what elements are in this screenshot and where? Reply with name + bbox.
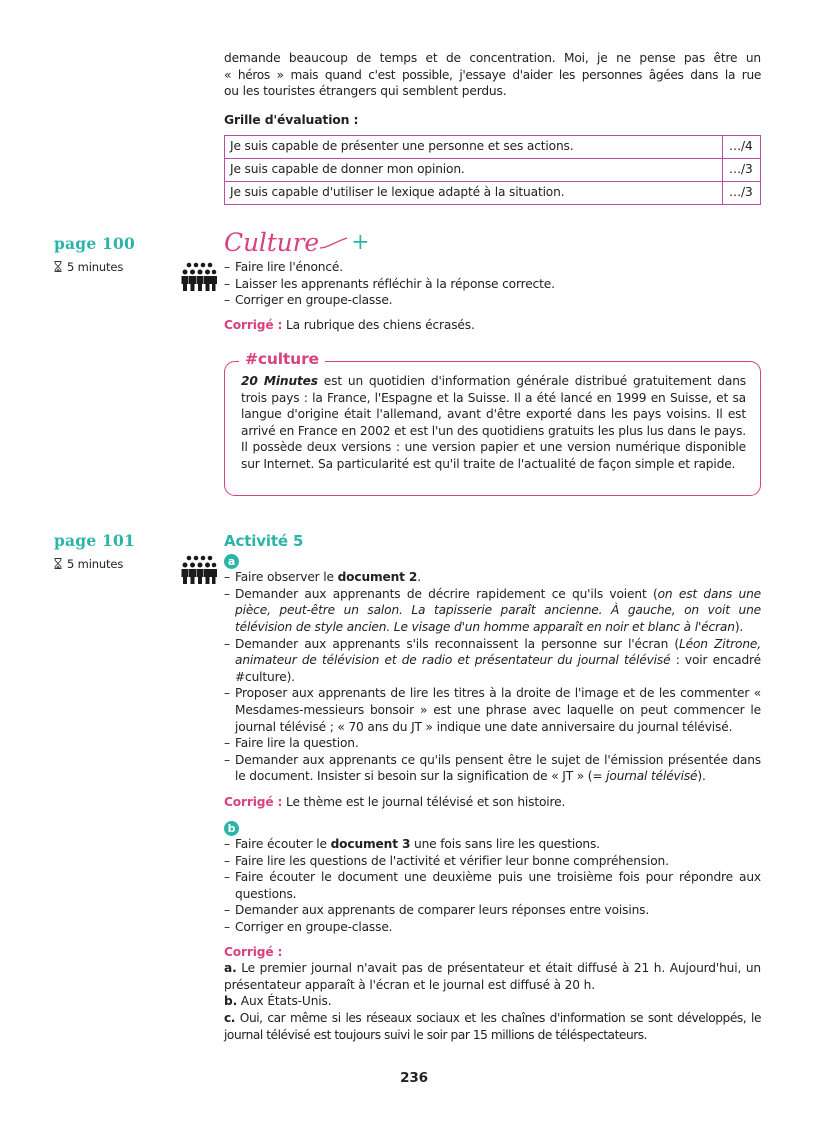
table-row <box>225 158 761 181</box>
table-row <box>225 181 761 204</box>
grid-criterion: Je suis capable de présenter une personne et ses actions. <box>225 135 723 158</box>
grid-table <box>224 135 761 205</box>
culture-corrige <box>224 317 761 334</box>
grid-criterion: Je suis capable d'utiliser le lexique adapté à la situation. <box>225 181 723 204</box>
page-label: page 101 <box>54 531 135 550</box>
list-item: – Faire écouter le document une deuxième puis une troisième fois pour répondre aux questions. <box>224 869 761 902</box>
answers <box>224 960 761 1043</box>
grid-score: …/3 <box>723 158 761 181</box>
evaluation-grid <box>224 112 761 205</box>
grid-criterion: Je suis capable de donner mon opinion. <box>225 158 723 181</box>
badge-a: a <box>224 554 239 569</box>
activity-a-instructions <box>224 569 761 785</box>
sidebar-page-101 <box>54 533 135 572</box>
list-item: – Faire lire la question. <box>224 735 761 752</box>
activity-b-instructions <box>224 836 761 936</box>
corrige-label: Corrigé : <box>224 944 283 959</box>
activity-section <box>224 533 761 1043</box>
list-item: – Demander aux apprenants s'ils reconnaissent la personne sur l'écran (Léon Zitrone, animateur de télévision et de radio et présentateur du journal télévisé : voir encadré #culture). <box>224 636 761 686</box>
list-item: – Faire lire les questions de l'activité et vérifier leur bonne compréhension. <box>224 853 761 870</box>
list-item: – Demander aux apprenants ce qu'ils pensent être le sujet de l'émission présentée dans le document. Insister si besoin sur la signification de « JT » (= journal télévisé). <box>224 752 761 785</box>
answer-b: b. Aux États-Unis. <box>224 994 332 1009</box>
table-row <box>225 135 761 158</box>
duration-text: 5 minutes <box>67 556 124 571</box>
list-item: – Demander aux apprenants de décrire rapidement ce qu'ils voient (on est dans une pièce, peut-être un salon. La tapisserie paraît ancienne. À gauche, on voit une télévision de style ancien. Le visage d'un homme apparaît en noir et blanc à l'écran). <box>224 586 761 636</box>
culture-box-text <box>241 373 746 473</box>
intro-line-2: « héros » mais quand c'est possible, j'essaye d'aider les personnes âgées dans la rue <box>224 67 761 82</box>
grid-score: …/3 <box>723 181 761 204</box>
group-work-icon <box>180 555 217 585</box>
grid-score: …/4 <box>723 135 761 158</box>
list-item: – Faire observer le document 2. <box>224 569 761 586</box>
list-item: – Proposer aux apprenants de lire les titres à la droite de l'image et de les commenter « Mesdames-messieurs bonsoir » est une phrase avec laquelle on peut commencer le journal télévisé ; « 70 ans du JT » indique une date anniversaire du journal télévisé. <box>224 685 761 735</box>
answer-c: c. Oui, car même si les réseaux sociaux et les chaînes d'information se sont développés, le journal télévisé est toujours suivi le soir par 15 millions de téléspectateurs. <box>224 1011 761 1042</box>
page-number: 236 <box>400 1070 428 1086</box>
swoosh-icon <box>319 236 349 250</box>
activity-title: Activité 5 <box>224 532 304 550</box>
hourglass-icon <box>54 261 62 272</box>
grid-title: Grille d'évaluation : <box>224 112 359 127</box>
intro-line-3: ou les touristes étrangers qui semblent perdus. <box>224 84 507 99</box>
culture-title <box>224 229 761 257</box>
intro-line-1: demande beaucoup de temps et de concentration. Moi, je ne pense pas être un <box>224 51 761 65</box>
culture-box-tag: #culture <box>239 351 325 368</box>
badge-b: b <box>224 821 239 836</box>
corrige-label: Corrigé : <box>224 317 283 332</box>
corrige-label: Corrigé : <box>224 794 283 809</box>
activity-a-corrige <box>224 794 761 811</box>
corrige-text: Le thème est le journal télévisé et son histoire. <box>286 794 566 809</box>
list-item: – Faire lire l'énoncé. <box>224 259 761 276</box>
duration-text: 5 minutes <box>67 259 124 274</box>
culture-title-text: Culture <box>224 227 320 257</box>
culture-box-body: est un quotidien d'information générale distribué gratuitement dans trois pays : la France, l'Espagne et la Suisse. Il a été lancé en 1999 en Suisse, et sa langue d'origine était l'allemand, avant d'être exporté dans les pays voisins. Il est arrivé en France en 2002 et est l'un des quotidiens gratuits les plus lus dans le pays. Il possède deux versions : une version papier et une version numérique disponible sur Internet. Sa particularité est qu'il traite de l'actualité de façon simple et rapide. <box>241 374 746 471</box>
culture-instructions <box>224 259 761 309</box>
list-item: – Laisser les apprenants réfléchir à la réponse correcte. <box>224 276 761 293</box>
list-item: – Demander aux apprenants de comparer leurs réponses entre voisins. <box>224 902 761 919</box>
answer-a: a. Le premier journal n'avait pas de présentateur et était diffusé à 21 h. Aujourd'hui, un présentateur apparaît à l'écran et le journal est diffusé à 20 h. <box>224 961 761 992</box>
newspaper-name: 20 Minutes <box>241 374 318 388</box>
hourglass-icon <box>54 558 62 569</box>
culture-section <box>224 229 761 333</box>
duration <box>54 259 135 276</box>
group-work-icon <box>180 262 217 292</box>
duration <box>54 556 135 573</box>
corrige-text: La rubrique des chiens écrasés. <box>286 317 475 332</box>
sidebar-page-100 <box>54 236 135 275</box>
page-label: page 100 <box>54 234 135 253</box>
intro-paragraph <box>224 50 761 100</box>
list-item: – Corriger en groupe-classe. <box>224 919 761 936</box>
list-item: – Faire écouter le document 3 une fois sans lire les questions. <box>224 836 761 853</box>
culture-plus: + <box>351 229 370 255</box>
list-item: – Corriger en groupe-classe. <box>224 292 761 309</box>
culture-info-box <box>224 350 761 496</box>
